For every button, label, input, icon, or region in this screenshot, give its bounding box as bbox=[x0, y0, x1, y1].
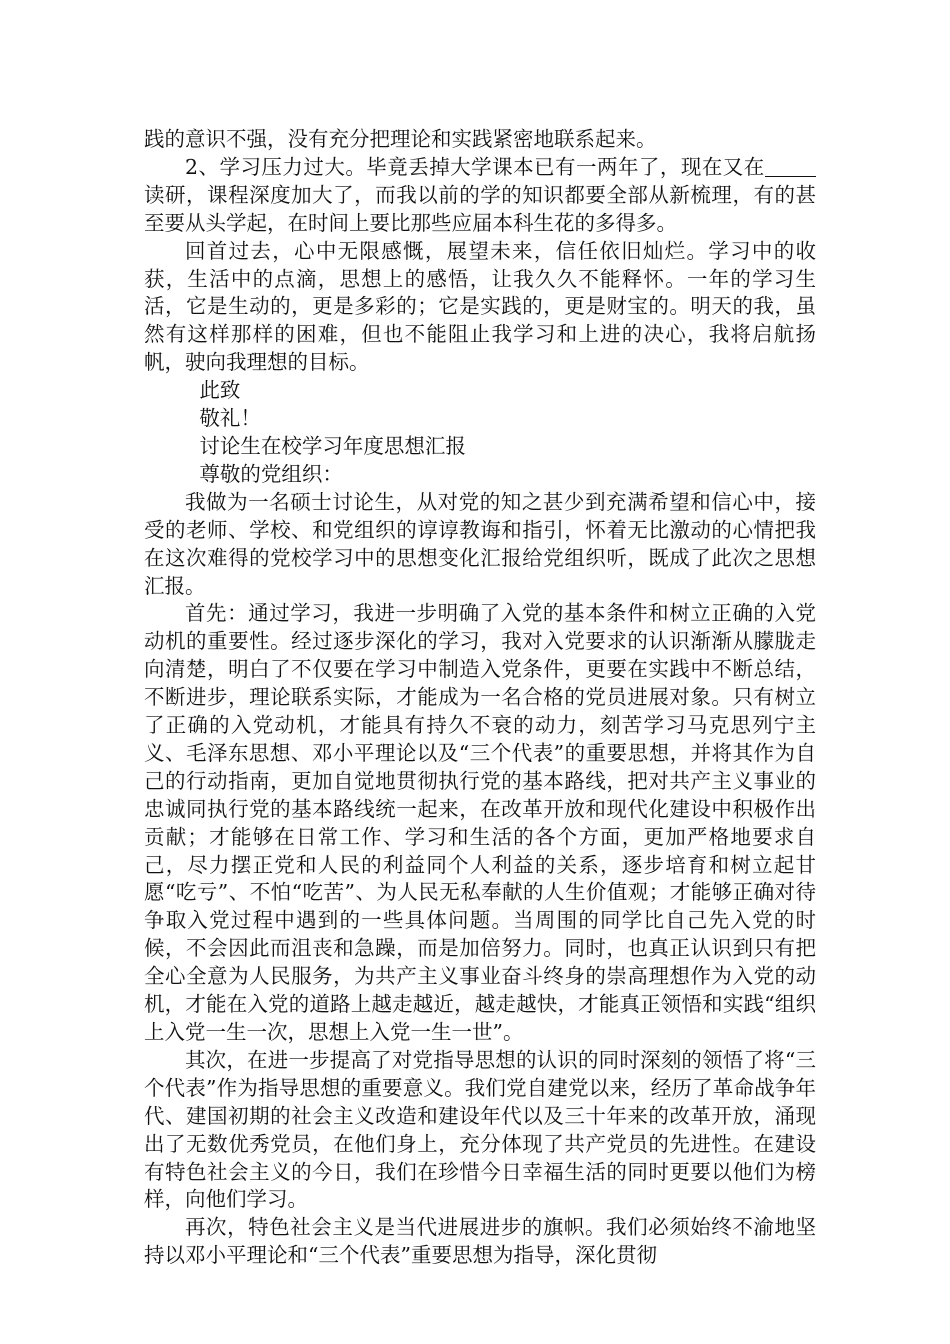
paragraph-third: 再次，特色社会主义是当代进展进步的旗帜。我们必须始终不渝地坚持以邓小平理论和“三个代表”重要思想为指导，深化贯彻 bbox=[144, 1215, 816, 1268]
paragraph-study-pressure bbox=[144, 154, 816, 238]
report-title: 讨论生在校学习年度思想汇报 bbox=[199, 433, 466, 458]
paragraph-looking-back: 回首过去，心中无限感慨，展望未来，信任依旧灿烂。学习中的收获，生活中的点滴，思想上的感悟，让我久久不能释怀。一年的学习生活，它是生动的，更是多彩的；它是实践的，更是财宝的。明天的我，虽然有这样那样的困难，但也不能阻止我学习和上进的决心，我将启航扬帆，驶向我理想的目标。 bbox=[144, 238, 816, 375]
report-greeting: 尊敬的党组织： bbox=[199, 461, 343, 486]
closing-salutation: 此致 bbox=[199, 378, 241, 403]
paragraph-second: 其次，在进一步提高了对党指导思想的认识的同时深刻的领悟了将“三个代表”作为指导思想的重要意义。我们党自建党以来，经历了革命战争年代、建国初期的社会主义改造和建设年代以及三十年来的改革开放，涌现出了无数优秀党员，在他们身上，充分体现了共产党员的先进性。在建设有特色社会主义的今日，我们在珍惜今日幸福生活的同时更要以他们为榜样，向他们学习。 bbox=[144, 1047, 816, 1212]
paragraph-intro: 我做为一名硕士讨论生，从对党的知之甚少到充满希望和信心中，接受的老师、学校、和党组织的谆谆教诲和指引，怀着无比激动的心情把我在这次难得的党校学习中的思想变化汇报给党组织听，既成了此次之思想汇报。 bbox=[144, 489, 816, 598]
closing-regards: 敬礼！ bbox=[199, 406, 261, 431]
study-pressure-text-a: 2、学习压力过大。毕竟丢掉大学课本已有一两年了，现在又在 bbox=[185, 154, 765, 179]
blank-underline bbox=[765, 155, 816, 177]
paragraph-continuation: 践的意识不强，没有充分把理论和实践紧密地联系起来。 bbox=[144, 127, 657, 151]
document-page bbox=[144, 126, 816, 1270]
paragraph-first: 首先：通过学习，我进一步明确了入党的基本条件和树立正确的入党动机的重要性。经过逐步深化的学习，我对入党要求的认识渐渐从朦胧走向清楚，明白了不仅要在学习中制造入党条件，更要在实践中不断总结，不断进步，理论联系实际，才能成为一名合格的党员进展对象。只有树立了正确的入党动机，才能具有持久不衰的动力，刻苦学习马克思列宁主义、毛泽东思想、邓小平理论以及“三个代表”的重要思想，并将其作为自己的行动指南，更加自觉地贯彻执行党的基本路线，把对共产主义事业的忠诚同执行党的基本路线统一起来，在改革开放和现代化建设中积极作出贡献；才能够在日常工作、学习和生活的各个方面，更加严格地要求自己，尽力摆正党和人民的利益同个人利益的关系，逐步培育和树立起甘愿“吃亏”、不怕“吃苦”、为人民无私奉献的人生价值观；才能够正确对待争取入党过程中遇到的一些具体问题。当周围的同学比自己先入党的时候，不会因此而沮丧和急躁，而是加倍努力。同时，也真正认识到只有把全心全意为人民服务，为共产主义事业奋斗终身的崇高理想作为入党的动机，才能在入党的道路上越走越近，越走越快，才能真正领悟和实践“组织上入党一生一次，思想上入党一生一世”。 bbox=[144, 601, 816, 1044]
study-pressure-text-b: 读研，课程深度加大了，而我以前的学的知识都要全部从新梳理，有的甚至要从头学起，在时间上要比那些应届本科生花的多得多。 bbox=[144, 182, 816, 235]
